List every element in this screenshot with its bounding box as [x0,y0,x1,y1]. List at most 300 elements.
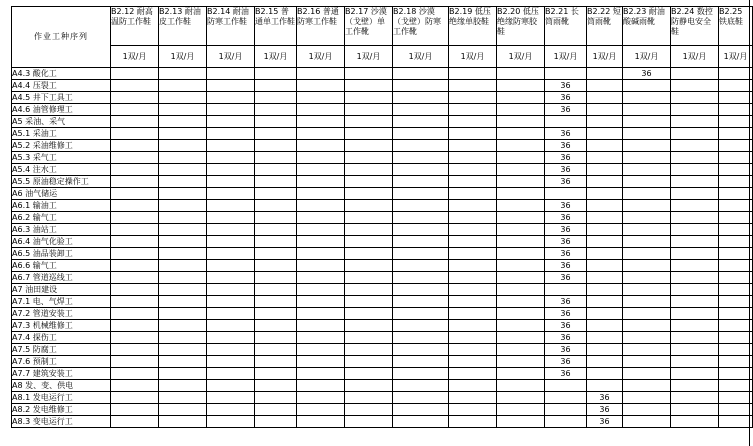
table-row [12,368,753,380]
issue-period-cell [623,80,671,92]
issue-period-cell [719,368,753,380]
column-header [111,7,159,46]
issue-period-cell [449,140,497,152]
issue-period-cell [159,260,207,272]
table-row [12,284,753,296]
issue-frequency: 1双/月 [671,46,719,68]
issue-period-cell [297,320,345,332]
issue-period-cell [623,164,671,176]
issue-period-cell [111,236,159,248]
issue-period-cell [671,212,719,224]
column-code: B2.14 [207,7,231,16]
issue-period-cell [159,104,207,116]
issue-period-cell [255,92,297,104]
issue-period-cell [719,116,753,128]
issue-period-cell [345,116,393,128]
issue-period-cell [207,92,255,104]
issue-period-cell: 36 [587,392,623,404]
issue-period-cell [497,140,545,152]
issue-period-cell [255,236,297,248]
issue-period-cell [297,200,345,212]
issue-period-cell [345,164,393,176]
issue-period-cell [297,392,345,404]
issue-period-cell: 36 [545,164,587,176]
issue-period-cell [623,380,671,392]
issue-period-cell [719,92,753,104]
issue-frequency: 1双/月 [623,46,671,68]
issue-period-cell [497,296,545,308]
job-category-label: A8.2 发电维修工 [12,404,111,416]
job-category-label: A4.6 油管修理工 [12,104,111,116]
issue-period-cell [111,416,159,428]
issue-period-cell [207,260,255,272]
job-category-label: A6.4 油气化验工 [12,236,111,248]
issue-frequency: 1双/月 [159,46,207,68]
column-header [297,7,345,46]
issue-period-cell [207,212,255,224]
issue-period-cell [255,380,297,392]
issue-period-cell [719,164,753,176]
ppe-issue-table-sheet [11,6,753,428]
issue-period-cell [449,212,497,224]
table-row [12,80,753,92]
issue-period-cell: 36 [623,68,671,80]
issue-period-cell [393,368,449,380]
issue-period-cell [255,224,297,236]
issue-period-cell [111,260,159,272]
issue-period-cell [623,236,671,248]
column-label: 低压绝缘单胶鞋 [449,7,491,26]
issue-period-cell [449,320,497,332]
issue-period-cell [671,116,719,128]
issue-period-cell: 36 [545,140,587,152]
issue-period-cell [207,236,255,248]
issue-period-cell [255,284,297,296]
issue-period-cell [111,152,159,164]
issue-period-cell [587,68,623,80]
issue-period-cell [671,260,719,272]
issue-period-cell [345,404,393,416]
issue-period-cell [497,260,545,272]
issue-period-cell [393,296,449,308]
issue-period-cell [345,92,393,104]
issue-period-cell [671,308,719,320]
issue-period-cell [449,92,497,104]
issue-period-cell [449,68,497,80]
issue-period-cell [207,152,255,164]
issue-period-cell [207,272,255,284]
issue-period-cell [207,296,255,308]
issue-period-cell: 36 [545,128,587,140]
issue-period-cell [623,356,671,368]
ppe-issue-table [11,6,753,428]
table-row [12,308,753,320]
issue-period-cell [111,404,159,416]
job-category-label: A5.2 采油维修工 [12,140,111,152]
issue-period-cell [671,176,719,188]
corner-header: 作业工种序列 [12,7,111,68]
column-label: 低压绝缘防寒胶鞋 [497,7,539,36]
issue-period-cell [345,152,393,164]
issue-period-cell [255,272,297,284]
job-category-label: A7 油田建设 [12,284,111,296]
column-code: B2.24 [671,7,695,16]
column-label: 沙漠（戈壁）防寒工作靴 [393,7,441,36]
issue-period-cell [345,284,393,296]
job-category-label: A7.1 电、气焊工 [12,296,111,308]
issue-period-cell [111,164,159,176]
issue-period-cell [449,128,497,140]
issue-period-cell [393,392,449,404]
issue-period-cell [393,140,449,152]
job-category-label: A6 油气储运 [12,188,111,200]
issue-period-cell [297,140,345,152]
issue-period-cell [207,404,255,416]
issue-period-cell [449,80,497,92]
issue-period-cell [345,320,393,332]
table-row [12,260,753,272]
issue-period-cell [449,368,497,380]
issue-period-cell: 36 [545,332,587,344]
issue-period-cell [159,308,207,320]
column-header [449,7,497,46]
issue-period-cell [497,104,545,116]
issue-period-cell [497,308,545,320]
issue-period-cell [345,416,393,428]
issue-period-cell [393,128,449,140]
issue-period-cell [207,224,255,236]
issue-period-cell: 36 [545,320,587,332]
table-row [12,392,753,404]
issue-period-cell [297,224,345,236]
column-code: B2.16 [297,7,321,16]
issue-period-cell [587,104,623,116]
table-row [12,416,753,428]
issue-period-cell [623,104,671,116]
issue-period-cell [393,188,449,200]
issue-period-cell [671,164,719,176]
issue-period-cell [449,284,497,296]
column-code: B2.25 [719,7,743,16]
table-row [12,224,753,236]
issue-period-cell [719,260,753,272]
job-category-label: A8 发、变、供电 [12,380,111,392]
issue-period-cell [497,212,545,224]
issue-period-cell [297,152,345,164]
issue-period-cell [719,380,753,392]
table-row [12,272,753,284]
issue-period-cell [393,332,449,344]
issue-period-cell [623,116,671,128]
issue-period-cell [345,68,393,80]
issue-period-cell [497,392,545,404]
issue-period-cell [207,356,255,368]
issue-period-cell [159,164,207,176]
issue-period-cell [623,308,671,320]
issue-period-cell [297,248,345,260]
issue-period-cell [345,344,393,356]
issue-period-cell: 36 [545,308,587,320]
issue-period-cell [545,284,587,296]
issue-period-cell [497,332,545,344]
issue-period-cell [111,188,159,200]
issue-period-cell [623,92,671,104]
issue-period-cell [449,104,497,116]
issue-period-cell [111,320,159,332]
column-header [393,7,449,46]
issue-period-cell [111,344,159,356]
issue-period-cell [393,416,449,428]
issue-period-cell [719,284,753,296]
issue-period-cell [111,140,159,152]
issue-period-cell [393,152,449,164]
issue-period-cell [111,104,159,116]
issue-period-cell [587,224,623,236]
issue-period-cell [623,128,671,140]
issue-period-cell [719,248,753,260]
column-code: B2.15 [255,7,279,16]
issue-period-cell [255,392,297,404]
issue-period-cell [255,80,297,92]
issue-period-cell [449,248,497,260]
issue-period-cell [623,272,671,284]
job-category-label: A4.3 酸化工 [12,68,111,80]
issue-period-cell [393,356,449,368]
issue-period-cell [587,140,623,152]
issue-period-cell [671,404,719,416]
issue-period-cell [587,80,623,92]
issue-period-cell [159,404,207,416]
issue-period-cell [623,392,671,404]
issue-period-cell [449,152,497,164]
issue-period-cell [545,188,587,200]
issue-period-cell [719,152,753,164]
column-code: B2.13 [159,7,183,16]
issue-period-cell [587,212,623,224]
issue-period-cell [255,188,297,200]
issue-period-cell [159,188,207,200]
issue-period-cell [111,92,159,104]
issue-period-cell [545,380,587,392]
issue-period-cell [671,80,719,92]
column-header [623,7,671,46]
job-category-label: A6.7 管道巡线工 [12,272,111,284]
column-code: B2.23 [623,7,647,16]
issue-period-cell [207,332,255,344]
issue-period-cell [159,380,207,392]
column-header [719,7,753,46]
issue-period-cell [345,128,393,140]
table-row [12,164,753,176]
issue-period-cell [159,332,207,344]
issue-frequency: 1双/月 [497,46,545,68]
column-label: 普通单工作鞋 [255,7,295,26]
job-category-label: A6.3 油站工 [12,224,111,236]
issue-period-cell [345,368,393,380]
issue-period-cell [255,248,297,260]
issue-period-cell [159,392,207,404]
issue-period-cell [207,188,255,200]
column-header [159,7,207,46]
issue-period-cell [671,368,719,380]
issue-period-cell [345,212,393,224]
issue-period-cell [393,344,449,356]
table-header [12,7,753,68]
issue-period-cell [623,224,671,236]
issue-period-cell [207,200,255,212]
job-category-label: A6.6 输气工 [12,260,111,272]
issue-period-cell [671,200,719,212]
column-header [207,7,255,46]
issue-period-cell [255,176,297,188]
issue-period-cell [345,272,393,284]
issue-period-cell [719,224,753,236]
issue-period-cell [449,344,497,356]
issue-frequency: 1双/月 [207,46,255,68]
issue-frequency: 1双/月 [393,46,449,68]
issue-period-cell [159,68,207,80]
issue-period-cell [719,272,753,284]
issue-period-cell [255,356,297,368]
issue-period-cell [297,236,345,248]
issue-period-cell [719,236,753,248]
issue-period-cell [159,116,207,128]
issue-period-cell [345,296,393,308]
issue-period-cell [393,80,449,92]
issue-period-cell [393,260,449,272]
issue-period-cell [671,128,719,140]
issue-period-cell [297,332,345,344]
issue-period-cell [671,140,719,152]
issue-period-cell: 36 [545,356,587,368]
issue-period-cell [497,80,545,92]
issue-period-cell [671,92,719,104]
issue-period-cell [719,212,753,224]
table-row [12,116,753,128]
issue-period-cell: 36 [545,260,587,272]
issue-period-cell [159,152,207,164]
issue-period-cell [497,284,545,296]
issue-period-cell [255,152,297,164]
issue-period-cell [497,128,545,140]
issue-period-cell: 36 [545,92,587,104]
issue-period-cell [545,404,587,416]
issue-period-cell [255,68,297,80]
issue-period-cell [587,284,623,296]
issue-period-cell [207,284,255,296]
issue-period-cell [159,272,207,284]
issue-period-cell [159,320,207,332]
issue-period-cell [345,236,393,248]
table-row [12,236,753,248]
issue-period-cell [297,176,345,188]
issue-period-cell [345,380,393,392]
issue-period-cell: 36 [545,152,587,164]
issue-period-cell [111,224,159,236]
column-code: B2.18 [393,7,417,16]
issue-period-cell [719,80,753,92]
issue-period-cell [623,140,671,152]
issue-period-cell [587,152,623,164]
issue-period-cell: 36 [545,224,587,236]
issue-period-cell [623,152,671,164]
issue-period-cell [623,344,671,356]
issue-period-cell [545,68,587,80]
issue-period-cell [111,248,159,260]
table-row [12,200,753,212]
issue-period-cell [207,344,255,356]
issue-period-cell [159,92,207,104]
issue-period-cell [497,416,545,428]
issue-period-cell: 36 [545,368,587,380]
job-category-label: A4.4 压裂工 [12,80,111,92]
issue-period-cell [587,248,623,260]
issue-period-cell [345,176,393,188]
job-category-label: A7.2 管道安装工 [12,308,111,320]
issue-period-cell [393,380,449,392]
issue-period-cell [345,200,393,212]
issue-period-cell [111,308,159,320]
issue-period-cell [671,416,719,428]
issue-period-cell [111,212,159,224]
issue-period-cell [393,200,449,212]
issue-period-cell [587,116,623,128]
table-row [12,188,753,200]
issue-period-cell [297,356,345,368]
column-header [671,7,719,46]
issue-period-cell [345,392,393,404]
issue-period-cell [587,320,623,332]
issue-period-cell [393,164,449,176]
issue-period-cell [297,380,345,392]
issue-period-cell [449,176,497,188]
issue-period-cell [719,344,753,356]
job-category-label: A7.3 机械维修工 [12,320,111,332]
issue-period-cell [671,356,719,368]
job-category-label: A7.7 建筑安装工 [12,368,111,380]
issue-frequency: 1双/月 [255,46,297,68]
issue-period-cell [587,164,623,176]
issue-period-cell [587,188,623,200]
issue-period-cell [393,224,449,236]
column-code: B2.12 [111,7,135,16]
issue-period-cell [623,320,671,332]
issue-period-cell [255,404,297,416]
issue-period-cell [345,80,393,92]
issue-period-cell [623,248,671,260]
issue-period-cell [111,332,159,344]
table-row [12,104,753,116]
header-row [12,7,753,46]
issue-period-cell: 36 [545,104,587,116]
issue-period-cell [207,380,255,392]
issue-period-cell [393,176,449,188]
issue-period-cell [207,68,255,80]
issue-period-cell [623,212,671,224]
issue-period-cell [623,368,671,380]
issue-period-cell [345,332,393,344]
table-row [12,332,753,344]
issue-period-cell [255,164,297,176]
issue-period-cell [587,92,623,104]
issue-period-cell [623,332,671,344]
issue-period-cell [255,200,297,212]
table-row [12,344,753,356]
issue-period-cell [345,140,393,152]
issue-period-cell [587,200,623,212]
issue-period-cell: 36 [545,80,587,92]
issue-period-cell [393,248,449,260]
